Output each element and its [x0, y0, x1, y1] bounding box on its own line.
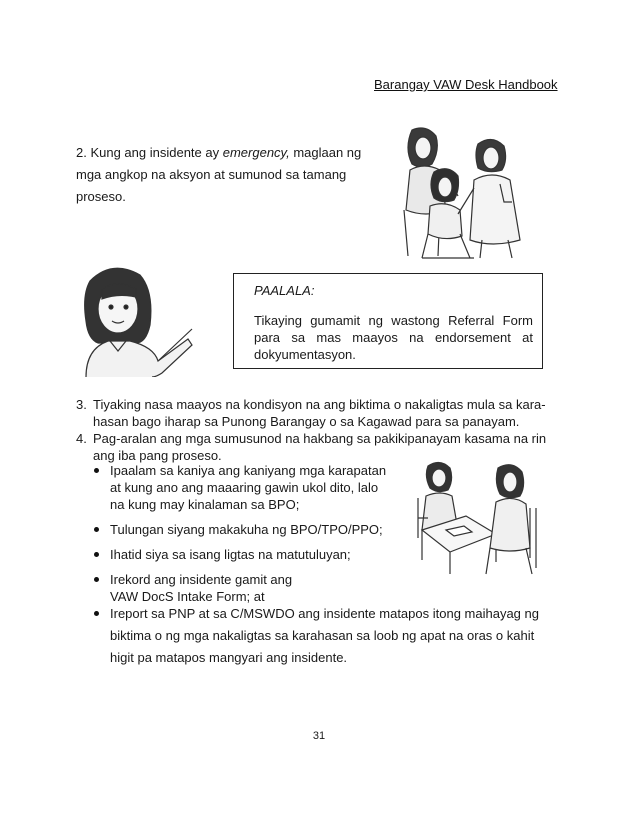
bullet-item-3	[94, 546, 394, 563]
list-item-3	[76, 396, 562, 430]
reminder-callout-box	[233, 273, 543, 369]
list-item-3-text: Tiyaking nasa maayos na kondisyon na ang biktima o nakaligtas mula sa kara-hasan bago iharap sa Punong Barangay o sa Kagawad para sa panayam.	[93, 397, 546, 429]
bullet-item-4-text: Irekord ang insidente gamit ang VAW DocS Intake Form; at	[110, 572, 293, 604]
bullet-dot-icon	[94, 468, 99, 473]
numbered-list	[76, 396, 562, 464]
bullet-item-2-text: Tulungan siyang makakuha ng BPO/TPO/PPO;	[110, 522, 383, 537]
bullet-list	[94, 462, 394, 613]
list-item-4-number: 4.	[76, 431, 87, 446]
bullet-item-1-text: Ipaalam sa kaniya ang kaniyang mga karapatan at kung ano ang maaaring gawin ukol dito, lalo na kung may kinalaman sa BPO;	[110, 463, 387, 512]
list-item-3-number: 3.	[76, 397, 87, 412]
bullet-dot-icon	[94, 527, 99, 532]
girl-pointing-illustration	[76, 261, 200, 377]
callout-title: PAALALA:	[254, 283, 315, 298]
page-header-title: Barangay VAW Desk Handbook	[374, 77, 558, 92]
item-2-paragraph	[76, 142, 376, 208]
bullet-dot-icon	[94, 611, 99, 616]
bullet-dot-icon	[94, 552, 99, 557]
bullet-item-2	[94, 521, 394, 538]
bullet-item-3-text: Ihatid siya sa isang ligtas na matutuluyan;	[110, 547, 351, 562]
two-women-table-illustration	[414, 458, 544, 576]
three-women-illustration	[390, 124, 542, 260]
bullet-list-continued	[94, 603, 554, 677]
page-number: 31	[312, 730, 326, 742]
item-2-emphasis: emergency,	[222, 145, 290, 160]
callout-body: Tikaying gumamit ng wastong Referral Form para sa mas maayos na endorsement at dokyumentasyon.	[254, 313, 533, 362]
bullet-item-4	[94, 571, 310, 605]
item-2-rest: maglaan ng mga angkop na aksyon at sumunod sa tamang proseso.	[76, 145, 362, 204]
two-women-table-drawing	[414, 458, 544, 576]
bullet-item-5-text: Ireport sa PNP at sa C/MSWDO ang insidente matapos itong maihayag ng biktima o ng mga nakaligtas sa karahasan sa loob ng apat na oras o kahit higit pa matapos mangyari ang insidente.	[110, 606, 539, 665]
bullet-dot-icon	[94, 577, 99, 582]
bullet-item-1	[94, 462, 394, 513]
girl-pointing-drawing	[76, 261, 200, 377]
item-2-lead: 2. Kung ang insidente ay	[76, 145, 223, 160]
list-item-4-text: Pag-aralan ang mga sumusunod na hakbang sa pakikipanayam kasama na rin ang iba pang proseso.	[93, 431, 547, 463]
bullet-item-5	[94, 603, 554, 669]
three-women-drawing	[390, 124, 542, 260]
